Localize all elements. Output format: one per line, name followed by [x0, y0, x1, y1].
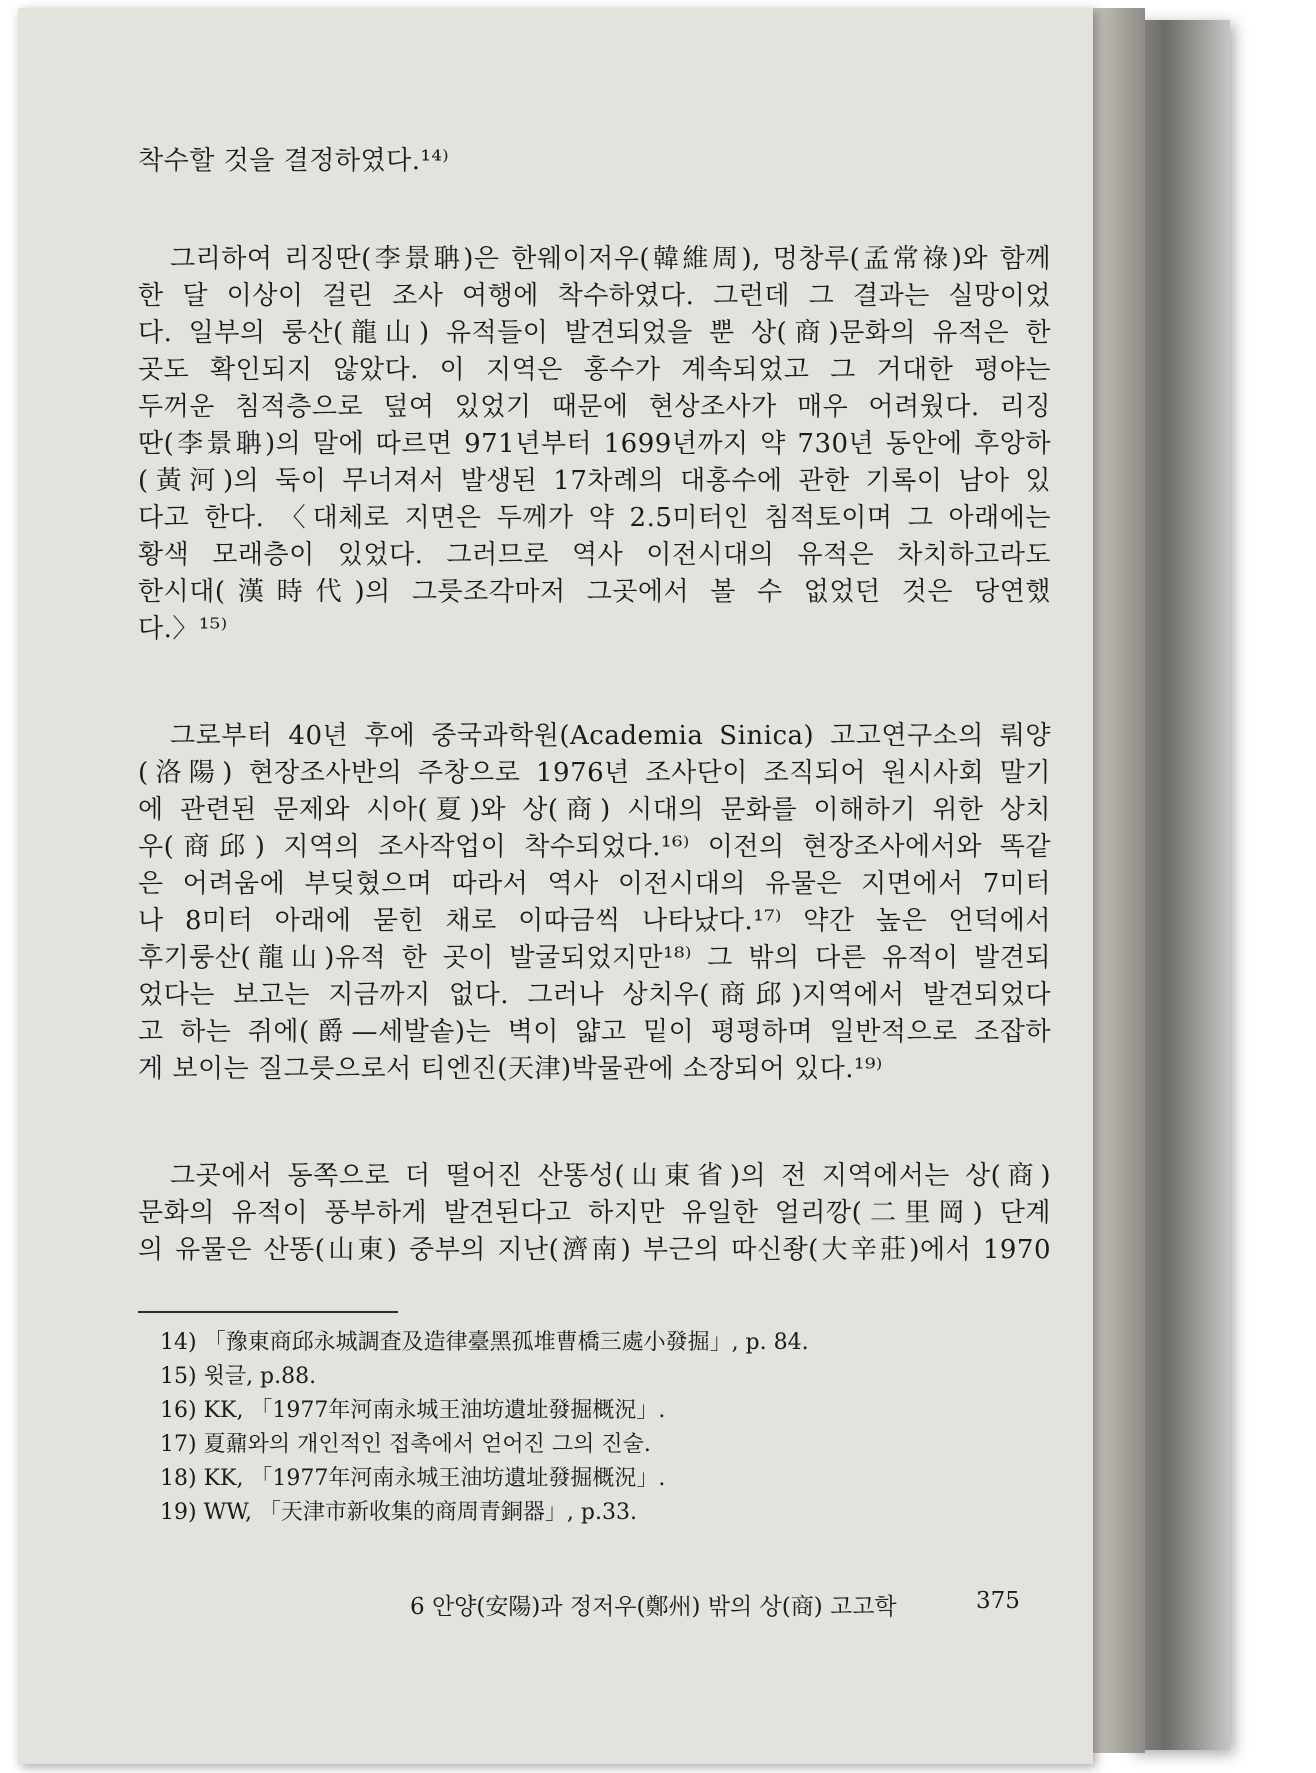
- paragraph-line: 에 관련된 문제와 시아(夏)와 상(商) 시대의 문화를 이해하기 위한 상치: [138, 795, 1051, 825]
- paragraph-line: 한 달 이상이 걸린 조사 여행에 착수하였다. 그런데 그 결과는 실망이었: [138, 281, 1051, 311]
- footnote-18: 18) KK, 「1977年河南永城王油坊遺址發掘概況」.: [160, 1466, 666, 1491]
- paragraph-line: (黃河)의 둑이 무너져서 발생된 17차례의 대홍수에 관한 기록이 남아 있: [138, 466, 1051, 496]
- footnote-19: 19) WW, 「天津市新收集的商周青銅器」, p.33.: [160, 1500, 637, 1525]
- paragraph-line: 후기룽산(龍山)유적 한 곳이 발굴되었지만¹⁸⁾ 그 밖의 다른 유적이 발견되: [138, 943, 1051, 973]
- paragraph-line: 우(商邱) 지역의 조사작업이 착수되었다.¹⁶⁾ 이전의 현장조사에서와 똑같: [138, 832, 1051, 862]
- paragraph-line: 고 하는 쥐에(爵—세발솥)는 벽이 얇고 밑이 평평하며 일반적으로 조잡하: [138, 1017, 1051, 1047]
- opening-line: 착수할 것을 결정하였다.¹⁴⁾: [138, 146, 450, 176]
- paragraph-line: 한시대(漢時代)의 그릇조각마저 그곳에서 볼 수 없었던 것은 당연했: [138, 577, 1051, 607]
- footnote-divider: [138, 1311, 398, 1313]
- paragraph-line: 그리하여 리징딴(李景聃)은 한웨이저우(韓維周), 멍창루(孟常祿)와 함께: [170, 244, 1051, 274]
- paragraph-line: 그곳에서 동쪽으로 더 떨어진 산똥성(山東省)의 전 지역에서는 상(商): [170, 1161, 1051, 1191]
- footnote-15: 15) 윗글, p.88.: [160, 1364, 317, 1389]
- paragraph-line: 다. 일부의 룽산(龍山) 유적들이 발견되었을 뿐 상(商)문화의 유적은 한: [138, 318, 1051, 348]
- paragraph-line: 었다는 보고는 지금까지 없다. 그러나 상치우(商邱)지역에서 발견되었다: [138, 980, 1051, 1010]
- paragraph-line: 문화의 유적이 풍부하게 발견된다고 하지만 유일한 얼리깡(二里岡) 단계: [138, 1198, 1051, 1228]
- paragraph-line: 두꺼운 침적층으로 덮여 있었기 때문에 현상조사가 매우 어려웠다. 리징: [138, 392, 1051, 422]
- footnote-17: 17) 夏鼐와의 개인적인 접촉에서 얻어진 그의 진술.: [160, 1432, 651, 1457]
- paragraph-line: 그로부터 40년 후에 중국과학원(Academia Sinica) 고고연구소의 뤄양: [170, 721, 1051, 751]
- page-number: 375: [976, 1588, 1020, 1614]
- paragraph-line: 나 8미터 아래에 묻힌 채로 이따금씩 나타났다.¹⁷⁾ 약간 높은 언덕에서: [138, 906, 1051, 936]
- book-edge-shadow: [1130, 20, 1230, 1750]
- paragraph-3: [138, 1158, 1051, 1269]
- footnotes-section: [138, 1326, 1038, 1530]
- paragraph-line: 곳도 확인되지 않았다. 이 지역은 홍수가 계속되었고 그 거대한 평야는: [138, 355, 1051, 385]
- paragraph-line: 게 보이는 질그릇으로서 티엔진(天津)박물관에 소장되어 있다.¹⁹⁾: [138, 1054, 883, 1084]
- paragraph-line: 다고 한다. 〈대체로 지면은 두께가 약 2.5미터인 침적토이며 그 아래에는: [138, 503, 1051, 533]
- paragraph-line: 의 유물은 산똥(山東) 중부의 지난(濟南) 부근의 따신좡(大辛莊)에서 1970: [138, 1235, 1051, 1265]
- paragraph-2: [138, 718, 1051, 1088]
- footnote-14: 14) 「豫東商邱永城調査及造律臺黑孤堆曹橋三處小發掘」, p. 84.: [160, 1330, 809, 1355]
- book-page-stack: [1085, 8, 1145, 1753]
- book-page: [18, 8, 1093, 1764]
- opening-line-block: [138, 143, 1051, 180]
- paragraph-1: [138, 241, 1051, 648]
- paragraph-line: 황색 모래층이 있었다. 그러므로 역사 이전시대의 유적은 차치하고라도: [138, 540, 1051, 570]
- footnote-16: 16) KK, 「1977年河南永城王油坊遺址發掘概況」.: [160, 1398, 666, 1423]
- running-footer: 6 안양(安陽)과 정저우(鄭州) 밖의 상(商) 고고학: [410, 1594, 897, 1620]
- paragraph-line: 은 어려움에 부딪혔으며 따라서 역사 이전시대의 유물은 지면에서 7미터: [138, 869, 1051, 899]
- paragraph-line: 딴(李景聃)의 말에 따르면 971년부터 1699년까지 약 730년 동안에 후앙하: [138, 429, 1051, 459]
- paragraph-line: 다.〉¹⁵⁾: [138, 614, 228, 644]
- paragraph-line: (洛陽) 현장조사반의 주창으로 1976년 조사단이 조직되어 원시사회 말기: [138, 758, 1051, 788]
